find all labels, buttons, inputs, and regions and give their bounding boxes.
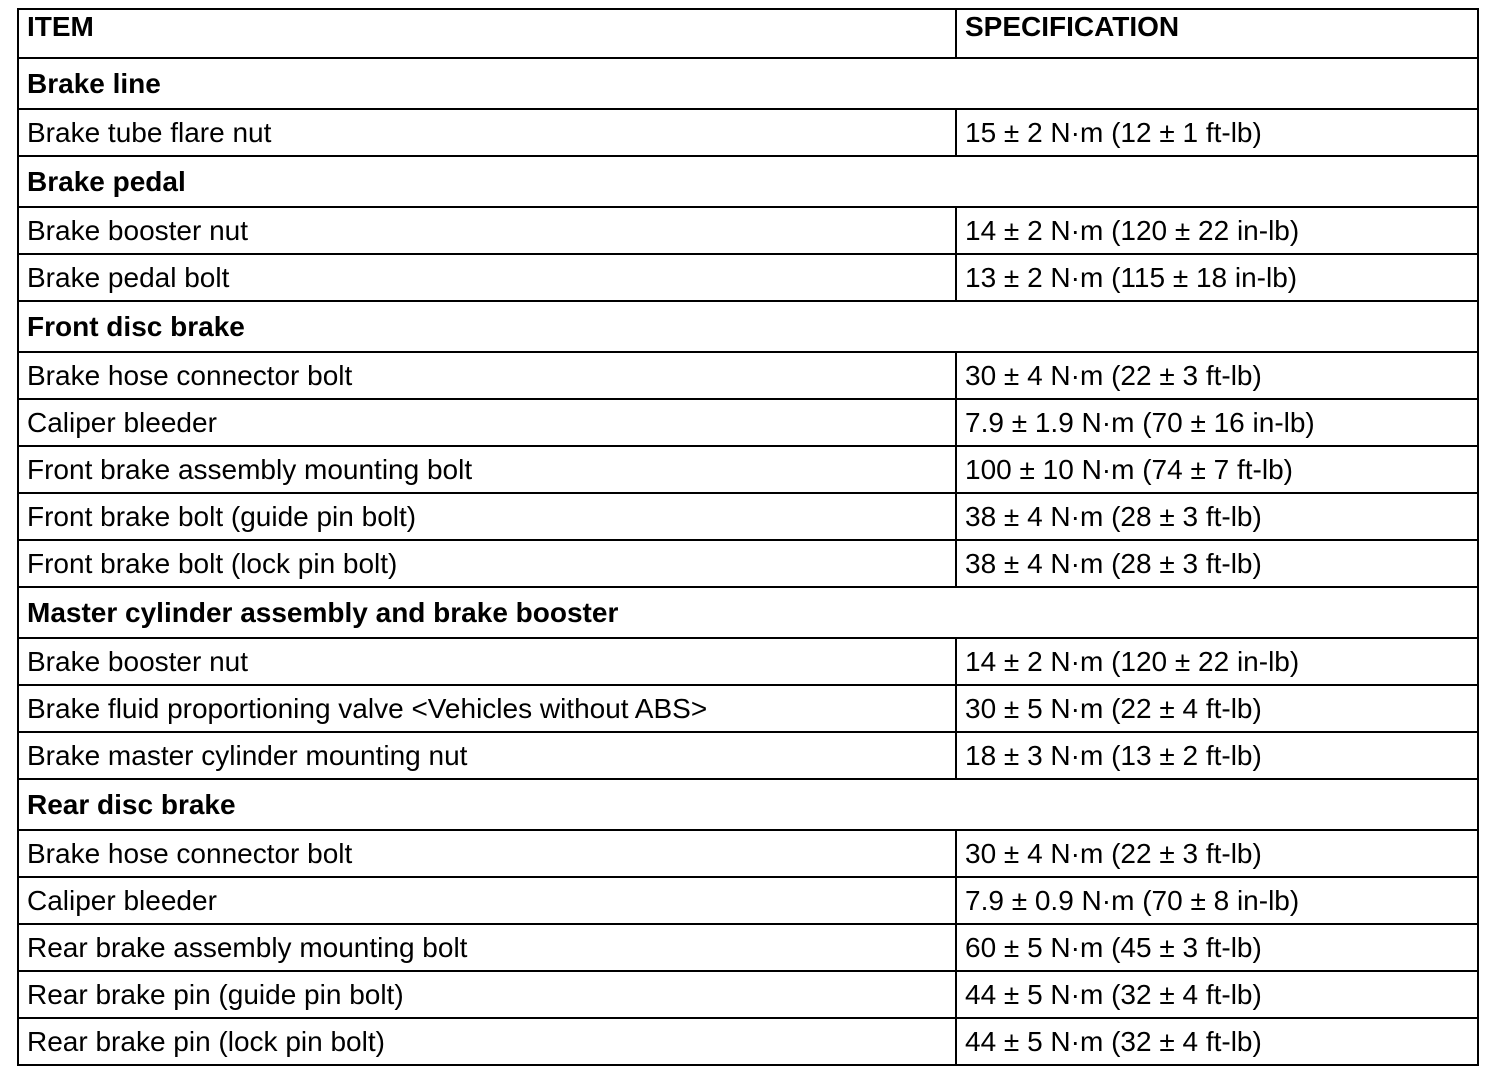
table-row bbox=[18, 446, 1478, 493]
spec-cell: 100 ± 10 N·m (74 ± 7 ft-lb) bbox=[956, 446, 1478, 493]
section-title: Front disc brake bbox=[18, 301, 1478, 352]
item-cell: Caliper bleeder bbox=[18, 877, 956, 924]
spec-cell: 14 ± 2 N·m (120 ± 22 in-lb) bbox=[956, 638, 1478, 685]
item-cell: Caliper bleeder bbox=[18, 399, 956, 446]
item-cell: Front brake assembly mounting bolt bbox=[18, 446, 956, 493]
spec-cell: 38 ± 4 N·m (28 ± 3 ft-lb) bbox=[956, 493, 1478, 540]
section-row-brake-pedal bbox=[18, 156, 1478, 207]
spec-cell: 7.9 ± 0.9 N·m (70 ± 8 in-lb) bbox=[956, 877, 1478, 924]
table-row bbox=[18, 254, 1478, 301]
section-title: Master cylinder assembly and brake booster bbox=[18, 587, 1478, 638]
spec-cell: 44 ± 5 N·m (32 ± 4 ft-lb) bbox=[956, 1018, 1478, 1065]
table-row bbox=[18, 685, 1478, 732]
item-cell: Brake tube flare nut bbox=[18, 109, 956, 156]
section-title: Brake pedal bbox=[18, 156, 1478, 207]
table-row bbox=[18, 971, 1478, 1018]
header-row bbox=[18, 9, 1478, 58]
section-row-front-disc-brake bbox=[18, 301, 1478, 352]
spec-cell: 30 ± 4 N·m (22 ± 3 ft-lb) bbox=[956, 830, 1478, 877]
spec-cell: 13 ± 2 N·m (115 ± 18 in-lb) bbox=[956, 254, 1478, 301]
item-cell: Brake booster nut bbox=[18, 638, 956, 685]
item-cell: Brake master cylinder mounting nut bbox=[18, 732, 956, 779]
table-row bbox=[18, 352, 1478, 399]
column-header-specification: SPECIFICATION bbox=[956, 9, 1478, 58]
table-row bbox=[18, 109, 1478, 156]
spec-cell: 14 ± 2 N·m (120 ± 22 in-lb) bbox=[956, 207, 1478, 254]
table-row bbox=[18, 207, 1478, 254]
spec-cell: 44 ± 5 N·m (32 ± 4 ft-lb) bbox=[956, 971, 1478, 1018]
table-row bbox=[18, 638, 1478, 685]
spec-cell: 15 ± 2 N·m (12 ± 1 ft-lb) bbox=[956, 109, 1478, 156]
table-row bbox=[18, 877, 1478, 924]
section-row-brake-line bbox=[18, 58, 1478, 109]
item-cell: Front brake bolt (lock pin bolt) bbox=[18, 540, 956, 587]
spec-cell: 38 ± 4 N·m (28 ± 3 ft-lb) bbox=[956, 540, 1478, 587]
item-cell: Rear brake pin (guide pin bolt) bbox=[18, 971, 956, 1018]
spec-cell: 30 ± 5 N·m (22 ± 4 ft-lb) bbox=[956, 685, 1478, 732]
item-cell: Rear brake pin (lock pin bolt) bbox=[18, 1018, 956, 1065]
item-cell: Front brake bolt (guide pin bolt) bbox=[18, 493, 956, 540]
item-cell: Rear brake assembly mounting bolt bbox=[18, 924, 956, 971]
item-cell: Brake booster nut bbox=[18, 207, 956, 254]
table-row bbox=[18, 493, 1478, 540]
table-row bbox=[18, 399, 1478, 446]
item-cell: Brake hose connector bolt bbox=[18, 352, 956, 399]
section-title: Brake line bbox=[18, 58, 1478, 109]
item-cell: Brake hose connector bolt bbox=[18, 830, 956, 877]
column-header-item: ITEM bbox=[18, 9, 956, 58]
spec-cell: 7.9 ± 1.9 N·m (70 ± 16 in-lb) bbox=[956, 399, 1478, 446]
table-row bbox=[18, 924, 1478, 971]
spec-cell: 18 ± 3 N·m (13 ± 2 ft-lb) bbox=[956, 732, 1478, 779]
spec-cell: 30 ± 4 N·m (22 ± 3 ft-lb) bbox=[956, 352, 1478, 399]
spec-cell: 60 ± 5 N·m (45 ± 3 ft-lb) bbox=[956, 924, 1478, 971]
item-cell: Brake pedal bolt bbox=[18, 254, 956, 301]
table-row bbox=[18, 732, 1478, 779]
section-row-master-cylinder bbox=[18, 587, 1478, 638]
table-row bbox=[18, 830, 1478, 877]
table-row bbox=[18, 1018, 1478, 1065]
torque-spec-table bbox=[17, 8, 1479, 1066]
section-row-rear-disc-brake bbox=[18, 779, 1478, 830]
section-title: Rear disc brake bbox=[18, 779, 1478, 830]
item-cell: Brake fluid proportioning valve <Vehicles without ABS> bbox=[18, 685, 956, 732]
table-row bbox=[18, 540, 1478, 587]
